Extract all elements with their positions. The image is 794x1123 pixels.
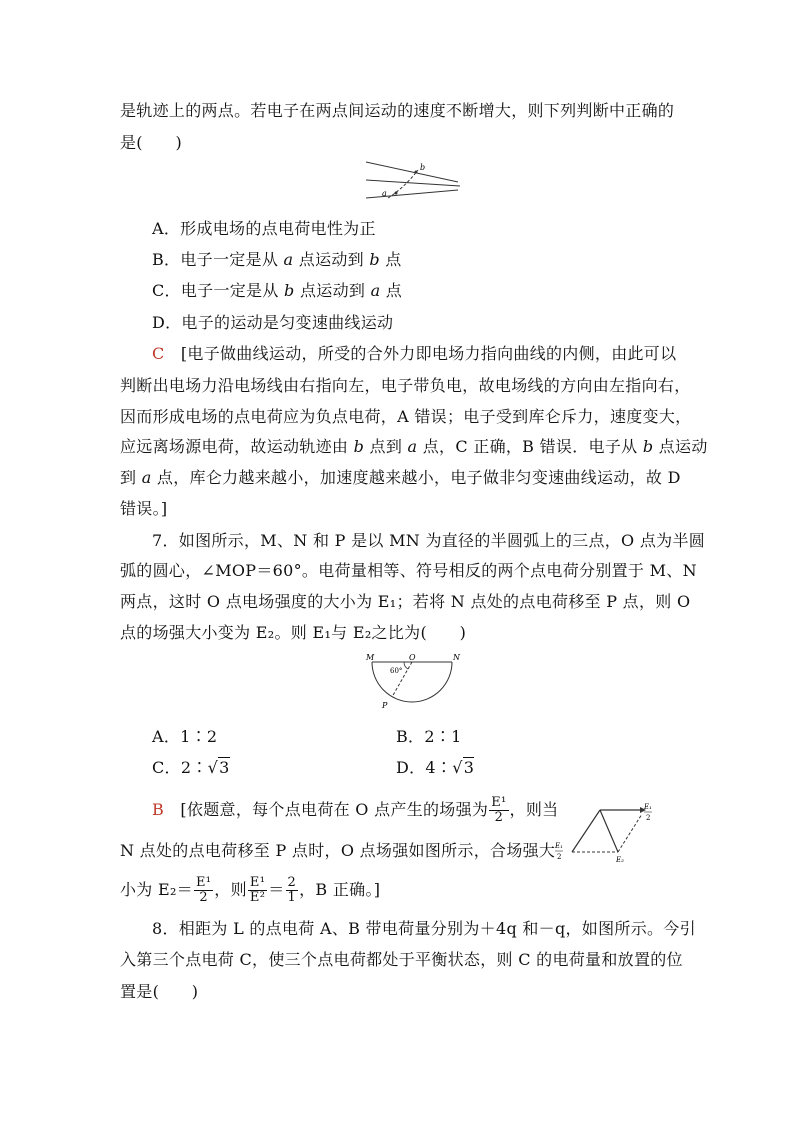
q7-vec-label-bottom: E₂ [616,856,624,864]
q6-explanation-line6: 错误。] [120,499,168,518]
q7-option-d: D．4∶√3 [396,758,475,777]
q7-stem-line1: 7．如图所示，M、N 和 P 是以 MN 为直径的半圆弧上的三点，O 点为半圆 [152,531,706,550]
q6-figure [360,158,470,206]
q6-stem-line1: 是轨迹上的两点。若电子在两点间运动的速度不断增大，则下列判断中正确的 [120,101,675,120]
q7-stem-line3: 两点，这时 O 点电场强度的大小为 E₁；若将 N 点处的点电荷移至 P 点，则 O [120,592,691,611]
q6-option-a: A．形成电场的点电荷电性为正 [152,219,376,238]
q6-explanation-line2: 判断出电场力沿电场线由右指向左，电子带负电，故电场线的方向由左指向右， [120,376,691,395]
q6-answer: C [152,344,165,363]
q7-semicircle-figure [360,650,470,712]
q7-vec-label-top-num: E₁ [644,803,652,811]
q7-fig-label-p: P [382,701,388,710]
q8-stem-line1: 8．相距为 L 的点电荷 A、B 带电荷量分别为＋4q 和－q，如图所示。今引 [152,919,696,938]
q7-stem-line4: 点的场强大小变为 E₂。则 E₁与 E₂之比为( ) [120,623,467,642]
q7-stem-line2: 弧的圆心，∠MOP＝60°。电荷量相等、符号相反的两个点电荷分别置于 M、N [120,561,697,580]
q7-explanation-line1: B [依题意，每个点电荷在 O 点产生的场强为 $\frac{\text{E¹}}{2}$ ，则当 [152,795,559,825]
q7-answer: B [152,800,165,819]
q7-fig-label-angle: 60° [390,667,403,675]
q7-fig-label-o: O [409,653,416,662]
q6-fig-label-b: b [420,163,426,172]
q7-option-b: B．2∶1 [396,727,462,746]
q7-vec-label-left-den: 2 [557,853,562,861]
q7-explanation-line2: N 点处的点电荷移至 P 点时，O 点场强如图所示，合场强大 [120,841,556,860]
q7-fig-label-n: N [453,653,460,662]
q6-explanation-line1: C [电子做曲线运动，所受的合外力即电场力指向曲线的内侧，由此可以 [152,344,677,363]
q6-stem-line2: 是( ) [120,133,182,152]
q6-option-c: C．电子一定是从 b 点运动到 a 点 [152,281,403,300]
q7-vec-label-left-num: E₁ [555,842,563,850]
q8-stem-line2: 入第三个点电荷 C，使三个点电荷都处于平衡状态，则 C 的电荷量和放置的位 [120,950,683,969]
q7-explanation-line3: 小为 E₂＝ $\frac{\text{E¹}}{2}$ ，则 $\frac{\text{E¹}}{\text{E²}}$ ＝ $\frac{2}{1}$ ，B 正确。] [120,875,381,905]
q7-fig-label-m: M [366,653,375,662]
q6-option-d: D．电子的运动是匀变速曲线运动 [152,313,394,332]
q7-option-c: C．2∶√3 [152,758,230,777]
q6-explanation-line4: 应远离场源电荷，故运动轨迹由 b 点到 a 点，C 正确，B 错误．电子从 b 点运动 [120,437,708,456]
q6-fig-label-a: a [382,189,387,198]
q6-option-b: B．电子一定是从 a 点运动到 b 点 [152,250,402,269]
q6-explanation-line3: 因而形成电场的点电荷应为负点电荷，A 错误；电子受到库仑斥力，速度变大， [120,407,692,426]
q8-stem-line3: 置是( ) [120,982,199,1001]
q6-explanation-line5: 到 a 点，库仑力越来越小，加速度越来越小，电子做非匀变速曲线运动，故 D [120,468,681,487]
q7-option-a: A．1∶2 [152,727,218,746]
q7-vec-label-top-den: 2 [646,814,651,822]
q7-vector-figure [552,800,662,864]
